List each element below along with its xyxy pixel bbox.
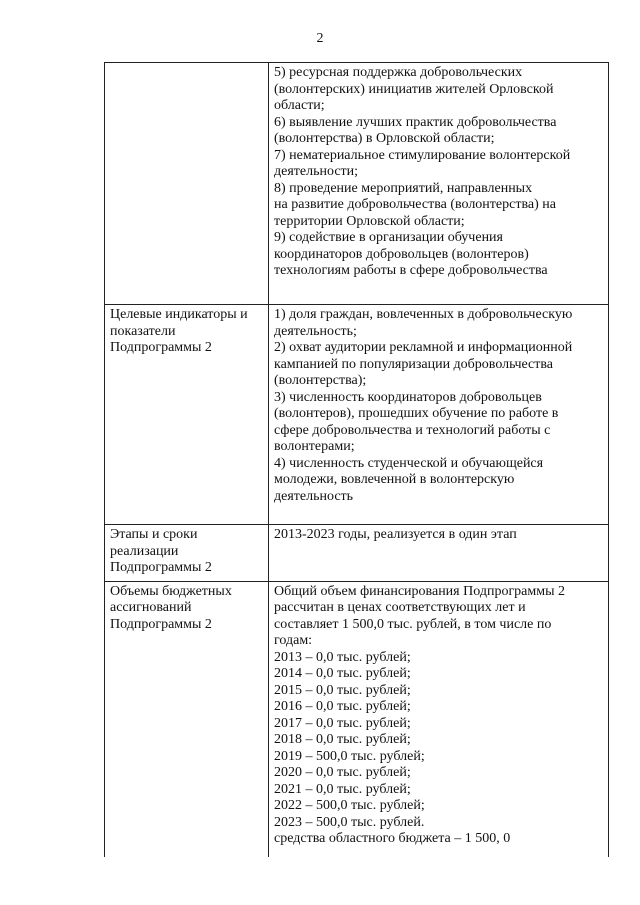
row-value-line: рассчитан в ценах соответствующих лет и <box>274 600 526 615</box>
row-value-line: молодежи, вовлеченной в волонтерскую <box>274 472 515 487</box>
row-value-line: 2013-2023 годы, реализуется в один этап <box>274 527 517 542</box>
row-value-line: 3) численность координаторов добровольцев <box>274 389 542 405</box>
row-value-line: 8) проведение мероприятий, направленных <box>274 180 533 196</box>
row-value-line: 2022 – 500,0 тыс. рублей; <box>274 798 425 813</box>
table-row <box>105 581 609 857</box>
row-value-line: годам: <box>274 633 313 648</box>
page-number: 2 <box>316 31 324 46</box>
row-value-line: на развитие добровольчества (волонтерства) на <box>274 197 556 212</box>
row-value-line: деятельности; <box>274 164 359 179</box>
row-value-line: 2013 – 0,0 тыс. рублей; <box>274 649 411 665</box>
row-value-cell <box>269 63 609 305</box>
row-value-line: (волонтерских) инициатив жителей Орловской <box>274 81 554 97</box>
row-value-line: сфере добровольчества и технологий работы с <box>274 422 551 438</box>
row-value-line: области; <box>274 98 325 113</box>
row-value-cell <box>269 525 609 582</box>
row-value-line: 2017 – 0,0 тыс. рублей; <box>274 715 411 731</box>
row-value-line: территории Орловской области; <box>274 213 465 229</box>
row-value-line: 9) содействие в организации обучения <box>274 230 503 245</box>
row-label-line: показатели <box>110 323 176 339</box>
row-value-line: деятельность; <box>274 323 357 339</box>
row-value-line: 1) доля граждан, вовлеченных в добровольческую <box>274 307 573 322</box>
row-value-line: 7) нематериальное стимулирование волонтерской <box>274 147 571 163</box>
row-value-line: 2) охват аудитории рекламной и информационной <box>274 340 573 355</box>
row-label-cell <box>105 305 269 525</box>
row-value-line: (волонтеров), прошедших обучение по работе в <box>274 406 559 421</box>
row-label-line: ассигнований <box>110 600 192 615</box>
table-row <box>105 305 609 525</box>
table-row <box>105 525 609 582</box>
row-label-cell <box>105 63 269 305</box>
passport-table <box>104 62 609 857</box>
table-row <box>105 63 609 305</box>
row-label-line: Подпрограммы 2 <box>110 560 212 575</box>
row-value-line: 2014 – 0,0 тыс. рублей; <box>274 666 411 681</box>
row-value-line: 2020 – 0,0 тыс. рублей; <box>274 765 411 780</box>
row-value-cell <box>269 581 609 857</box>
row-value-line: 2016 – 0,0 тыс. рублей; <box>274 699 411 714</box>
row-label-line: Этапы и сроки <box>110 527 198 542</box>
row-label-line: Подпрограммы 2 <box>110 616 212 632</box>
row-value-line: технологиям работы в сфере добровольчества <box>274 263 548 278</box>
row-value-line: 2018 – 0,0 тыс. рублей; <box>274 732 411 747</box>
row-value-line: 2015 – 0,0 тыс. рублей; <box>274 682 411 698</box>
row-value-line: 4) численность студенческой и обучающейся <box>274 455 544 471</box>
row-label-line: Объемы бюджетных <box>110 583 232 599</box>
row-label-cell <box>105 581 269 857</box>
row-value-line: 5) ресурсная поддержка добровольческих <box>274 65 523 80</box>
row-value-line: (волонтерства) в Орловской области; <box>274 131 495 146</box>
row-label-line: реализации <box>110 543 179 559</box>
row-value-line: кампанией по популяризации добровольчества <box>274 356 554 372</box>
row-value-line: волонтерами; <box>274 439 355 454</box>
row-value-line: средства областного бюджета – 1 500, 0 <box>274 831 511 846</box>
row-label-line: Целевые индикаторы и <box>110 307 248 322</box>
row-value-line: составляет 1 500,0 тыс. рублей, в том числе по <box>274 616 552 632</box>
row-value-line: 2023 – 500,0 тыс. рублей. <box>274 814 425 830</box>
row-value-line: Общий объем финансирования Подпрограммы 2 <box>274 583 566 599</box>
row-value-line: координаторов добровольцев (волонтеров) <box>274 246 529 262</box>
row-value-line: 2019 – 500,0 тыс. рублей; <box>274 748 425 764</box>
row-value-cell <box>269 305 609 525</box>
row-value-line: 6) выявление лучших практик добровольчества <box>274 114 557 130</box>
row-value-line: 2021 – 0,0 тыс. рублей; <box>274 781 411 797</box>
row-value-line: (волонтерства); <box>274 373 367 388</box>
row-label-cell <box>105 525 269 582</box>
row-label-line: Подпрограммы 2 <box>110 340 212 355</box>
row-value-line: деятельность <box>274 488 354 504</box>
